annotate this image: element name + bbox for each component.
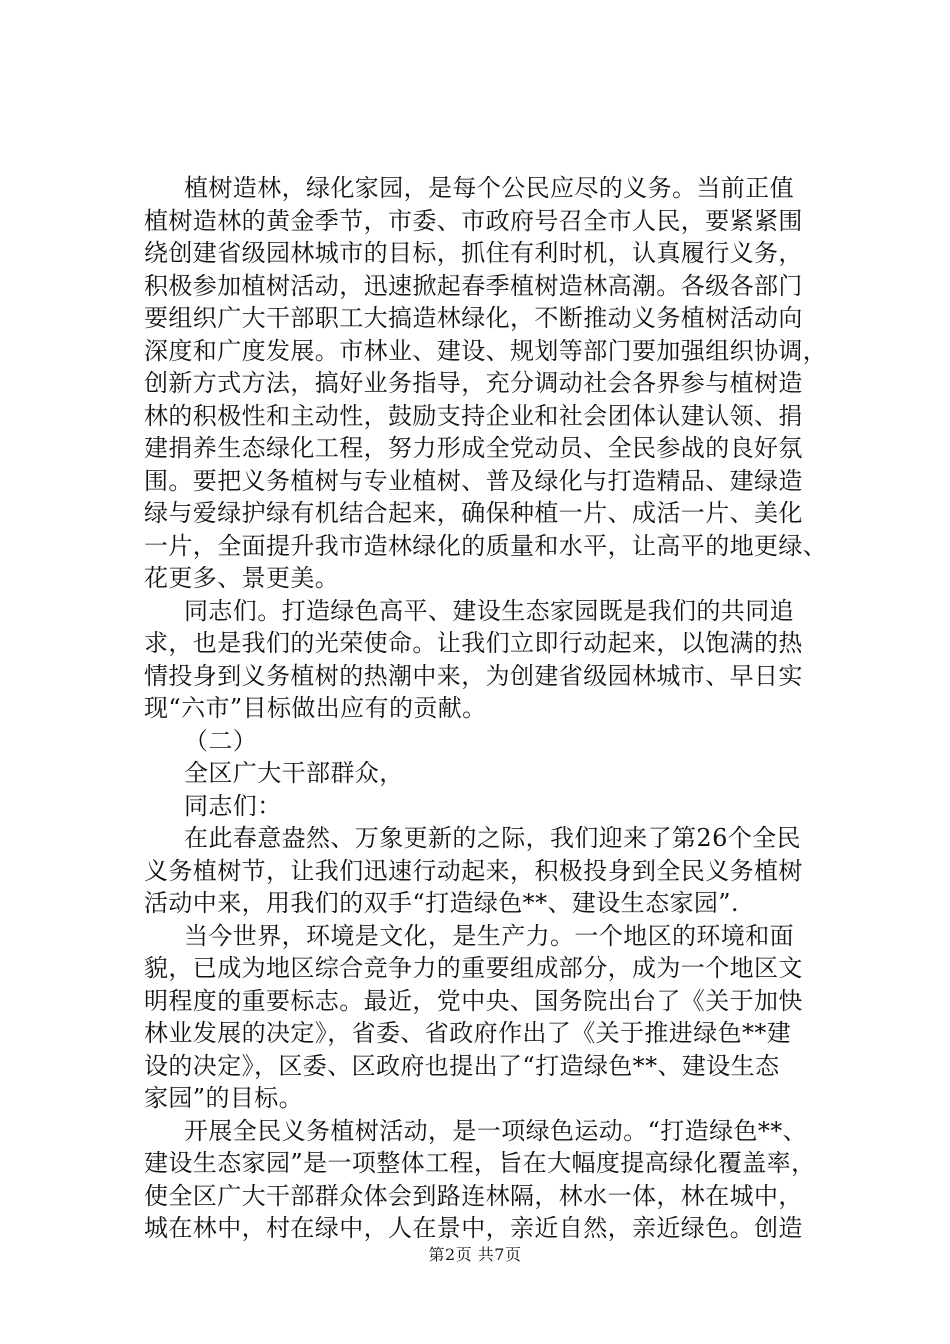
text-line: 求，也是我们的光荣使命。让我们立即行动起来，以饱满的热 xyxy=(144,629,803,657)
text-line: 林业发展的决定》，省委、省政府作出了《关于推进绿色**建 xyxy=(144,1019,792,1047)
text-line: 要组织广大干部职工大搞造林绿化，不断推动义务植树活动向 xyxy=(144,304,803,332)
text-line: 当今世界，环境是文化，是生产力。一个地区的环境和面 xyxy=(184,921,794,950)
text-line: 貌，已成为地区综合竞争力的重要组成部分，成为一个地区文 xyxy=(144,954,803,982)
text-line: 设的决定》，区委、区政府也提出了“打造绿色**、建设生态 xyxy=(144,1051,780,1080)
text-line: 活动中来，用我们的双手“打造绿色**、建设生态家园”. xyxy=(144,889,739,917)
text-line: 城在林中，村在绿中，人在景中，亲近自然，亲近绿色。创造 xyxy=(144,1214,803,1242)
text-line: 义务植树节，让我们迅速行动起来，积极投身到全民义务植树 xyxy=(144,856,803,885)
text-line: 绿与爱绿护绿有机结合起来，确保种植一片、成活一片、美化 xyxy=(144,499,803,527)
text-line: 同志们。打造绿色高平、建设生态家园既是我们的共同追 xyxy=(184,596,794,625)
text-line: 现“六市”目标做出应有的贡献。 xyxy=(144,694,487,722)
text-line: （二） xyxy=(184,726,258,755)
text-line: 同志们： xyxy=(184,791,282,820)
text-line: 全区广大干部群众， xyxy=(184,759,404,787)
text-line: 在此春意盎然、万象更新的之际，我们迎来了第26个全民 xyxy=(184,824,801,852)
text-line: 林的积极性和主动性，鼓励支持企业和社会团体认建认领、捐 xyxy=(144,401,803,430)
text-line: 情投身到义务植树的热潮中来，为创建省级园林城市、早日实 xyxy=(144,661,803,690)
text-line: 明程度的重要标志。最近，党中央、国务院出台了《关于加快 xyxy=(144,986,803,1015)
text-line: 积极参加植树活动，迅速掀起春季植树造林高潮。各级各部门 xyxy=(144,271,803,300)
text-line: 开展全民义务植树活动，是一项绿色运动。“打造绿色**、 xyxy=(184,1116,808,1145)
text-line: 植树造林，绿化家园，是每个公民应尽的义务。当前正值 xyxy=(184,174,794,202)
text-line: 建捐养生态绿化工程，努力形成全党动员、全民参战的良好氛 xyxy=(144,434,803,462)
document-body xyxy=(144,172,844,1245)
page-footer: 第2页 共7页 xyxy=(428,1245,522,1264)
text-line: 家园”的目标。 xyxy=(144,1084,304,1112)
text-line: 使全区广大干部群众体会到路连林隔，林水一体，林在城中， xyxy=(144,1181,803,1210)
text-line: 一片，全面提升我市造林绿化的质量和水平，让高平的地更绿、 xyxy=(144,531,828,560)
text-line: 围。要把义务植树与专业植树、普及绿化与打造精品、建绿造 xyxy=(144,466,803,495)
text-line: 创新方式方法，搞好业务指导，充分调动社会各界参与植树造 xyxy=(144,369,803,397)
text-line: 植树造林的黄金季节，市委、市政府号召全市人民，要紧紧围 xyxy=(144,206,803,235)
text-line: 深度和广度发展。市林业、建设、规划等部门要加强组织协调， xyxy=(144,336,828,365)
text-line: 花更多、景更美。 xyxy=(144,564,340,592)
text-line: 建设生态家园”是一项整体工程，旨在大幅度提高绿化覆盖率， xyxy=(144,1149,816,1177)
text-line: 绕创建省级园林城市的目标，抓住有利时机，认真履行义务， xyxy=(144,239,803,267)
